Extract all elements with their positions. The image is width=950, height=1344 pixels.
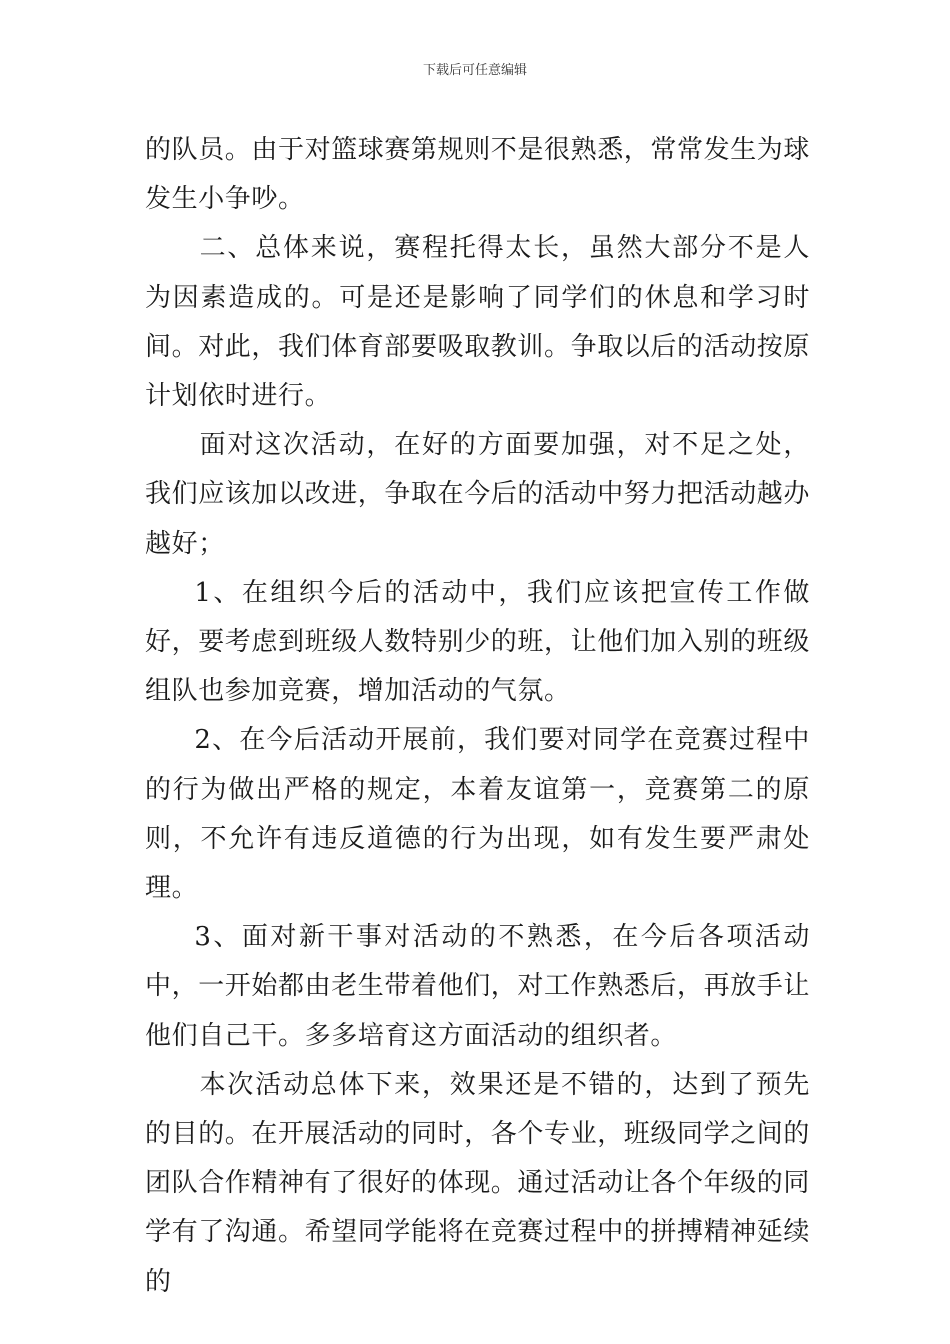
paragraph-improvement-intro: 面对这次活动，在好的方面要加强，对不足之处，我们应该加以改进，争取在今后的活动中努力把活动越办越好； <box>145 430 811 559</box>
paragraph-summary: 本次活动总体下来，效果还是不错的，达到了预先的目的。在开展活动的同时，各个专业，班级同学之间的团队合作精神有了很好的体现。通过活动让各个年级的同学有了沟通。希望同学能将在竞赛过程中的拼搏精神延续的 <box>145 1069 811 1297</box>
paragraph-section-two: 二、总体来说，赛程托得太长，虽然大部分不是人为因素造成的。可是还是影响了同学们的休息和学习时间。对此，我们体育部要吸取教训。争取以后的活动按原计划依时进行。 <box>145 233 811 412</box>
paragraph-item-1: 1、在组织今后的活动中，我们应该把宣传工作做好，要考虑到班级人数特别少的班，让他们加入别的班级组队也参加竞赛，增加活动的气氛。 <box>145 577 811 707</box>
paragraph-item-2: 2、在今后活动开展前，我们要对同学在竞赛过程中的行为做出严格的规定，本着友谊第一，竞赛第二的原则，不允许有违反道德的行为出现，如有发生要严肃处理。 <box>145 725 810 904</box>
page-header: 下载后可任意编辑 <box>422 63 527 78</box>
paragraph-continuation: 的队员。由于对篮球赛第规则不是很熟悉，常常发生为球发生小争吵。 <box>145 135 811 215</box>
paragraph-item-3: 3、面对新干事对活动的不熟悉，在今后各项活动中，一开始都由老生带着他们，对工作熟悉后，再放手让他们自己干。多多培育这方面活动的组织者。 <box>145 922 811 1051</box>
document-body <box>145 126 810 1307</box>
